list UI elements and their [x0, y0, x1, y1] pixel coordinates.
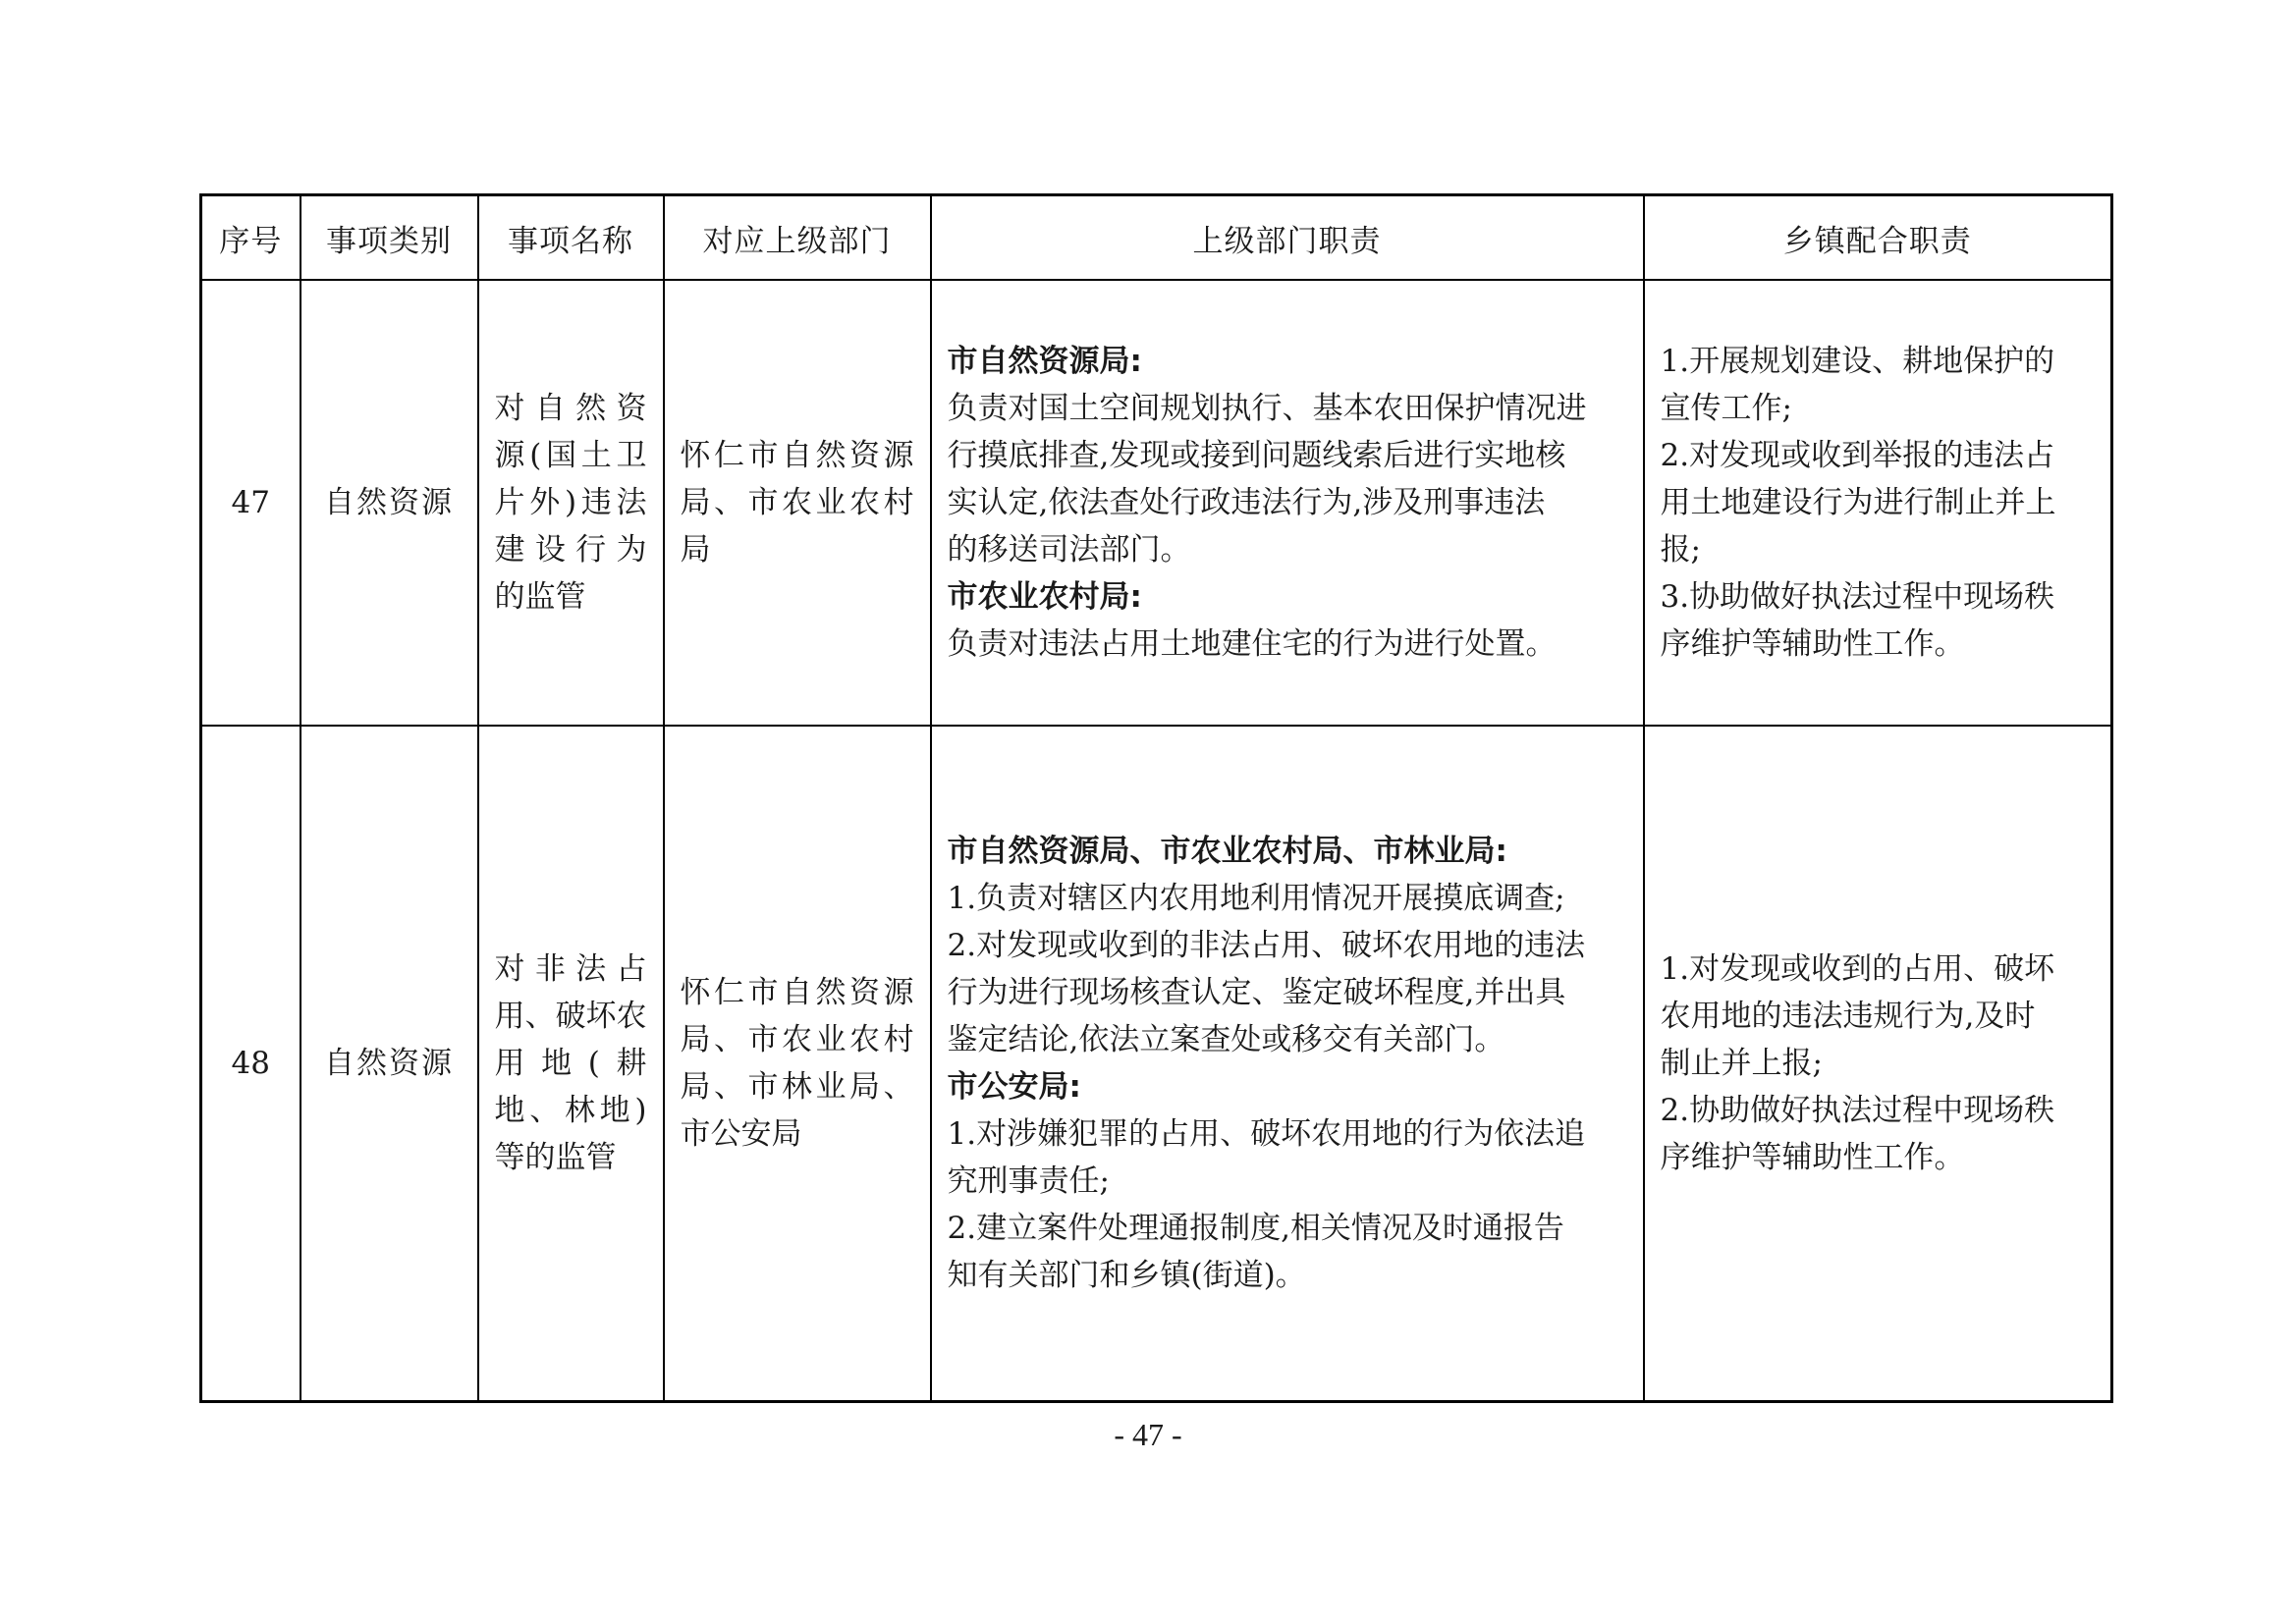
header-town-duty: 乡镇配合职责: [1644, 195, 2112, 281]
page-number: - 47 -: [1114, 1417, 1182, 1452]
duty-line: 1.对涉嫌犯罪的占用、破坏农用地的行为依法追: [947, 1116, 1586, 1152]
cell-category: 自然资源: [301, 726, 478, 1402]
cell-superior-duty: [931, 726, 1644, 1402]
header-superior-dept: 对应上级部门: [664, 195, 931, 281]
dept-line: 市公安局: [680, 1116, 802, 1152]
duty-line: 究刑事责任;: [947, 1163, 1110, 1199]
cell-superior-duty: [931, 280, 1644, 726]
cell-seq: 47: [201, 280, 301, 726]
header-seq: 序号: [201, 195, 301, 281]
header-category: 事项类别: [301, 195, 478, 281]
duty-line: 行为进行现场核查认定、鉴定破坏程度,并出具: [947, 975, 1566, 1010]
duty-line: 鉴定结论,依法立案查处或移交有关部门。: [947, 1022, 1505, 1057]
duty-line: 2.对发现或收到的非法占用、破坏农用地的违法: [947, 928, 1586, 963]
town-line: 2.对发现或收到举报的违法占: [1660, 438, 2055, 473]
town-line: 序维护等辅助性工作。: [1660, 1140, 1965, 1175]
dept-line: 局: [680, 532, 711, 568]
town-line: 制止并上报;: [1660, 1046, 1823, 1081]
header-superior-duty: 上级部门职责: [931, 195, 1644, 281]
town-line: 2.协助做好执法过程中现场秩: [1660, 1093, 2055, 1128]
duty-line: 的移送司法部门。: [947, 532, 1191, 568]
header-item-name: 事项名称: [478, 195, 664, 281]
cell-category: 自然资源: [301, 280, 478, 726]
dept-line: 怀仁市自然资源: [680, 975, 914, 1010]
dept-line: 局、市农业农村: [680, 485, 914, 520]
name-line: 对非法占: [494, 951, 647, 987]
duty-heading: 市自然资源局:: [947, 344, 1142, 379]
cell-town-duty: [1644, 280, 2112, 726]
name-line: 等的监管: [494, 1140, 617, 1175]
duty-heading: 市自然资源局、市农业农村局、市林业局:: [947, 834, 1507, 869]
town-line: 1.开展规划建设、耕地保护的: [1660, 344, 2055, 379]
cell-superior-dept: [664, 726, 931, 1402]
dept-line: 局、市林业局、: [680, 1069, 914, 1105]
cell-superior-dept: [664, 280, 931, 726]
duty-heading: 市公安局:: [947, 1069, 1081, 1105]
duty-line: 2.建立案件处理通报制度,相关情况及时通报告: [947, 1211, 1564, 1246]
town-line: 用土地建设行为进行制止并上: [1660, 485, 2056, 520]
town-line: 报;: [1660, 532, 1701, 568]
cell-town-duty: [1644, 726, 2112, 1402]
duty-line: 负责对违法占用土地建住宅的行为进行处置。: [947, 626, 1557, 662]
table-header-row: [201, 195, 2112, 281]
dept-line: 怀仁市自然资源: [680, 438, 914, 473]
duty-line: 负责对国土空间规划执行、基本农田保护情况进: [947, 391, 1587, 426]
duty-line: 1.负责对辖区内农用地利用情况开展摸底调查;: [947, 881, 1565, 916]
name-line: 用、破坏农: [494, 999, 647, 1034]
duty-line: 知有关部门和乡镇(街道)。: [947, 1258, 1306, 1293]
name-line: 用地(耕: [494, 1046, 647, 1081]
town-line: 宣传工作;: [1660, 391, 1792, 426]
duty-line: 行摸底排查,发现或接到问题线索后进行实地核: [947, 438, 1566, 473]
name-line: 对自然资: [494, 391, 647, 426]
table-row: [201, 280, 2112, 726]
name-line: 地、林地): [494, 1093, 647, 1128]
duty-heading: 市农业农村局:: [947, 579, 1142, 615]
cell-item-name: [478, 280, 664, 726]
duty-line: 实认定,依法查处行政违法行为,涉及刑事违法: [947, 485, 1546, 520]
town-line: 农用地的违法违规行为,及时: [1660, 999, 2036, 1034]
town-line: 3.协助做好执法过程中现场秩: [1660, 579, 2055, 615]
table-row: [201, 726, 2112, 1402]
name-line: 建设行为: [494, 532, 647, 568]
name-line: 片外)违法: [494, 485, 647, 520]
town-line: 1.对发现或收到的占用、破坏: [1660, 951, 2055, 987]
cell-item-name: [478, 726, 664, 1402]
responsibility-table: [199, 193, 2113, 1403]
dept-line: 局、市农业农村: [680, 1022, 914, 1057]
name-line: 的监管: [494, 579, 586, 615]
town-line: 序维护等辅助性工作。: [1660, 626, 1965, 662]
cell-seq: 48: [201, 726, 301, 1402]
name-line: 源(国土卫: [494, 438, 647, 473]
